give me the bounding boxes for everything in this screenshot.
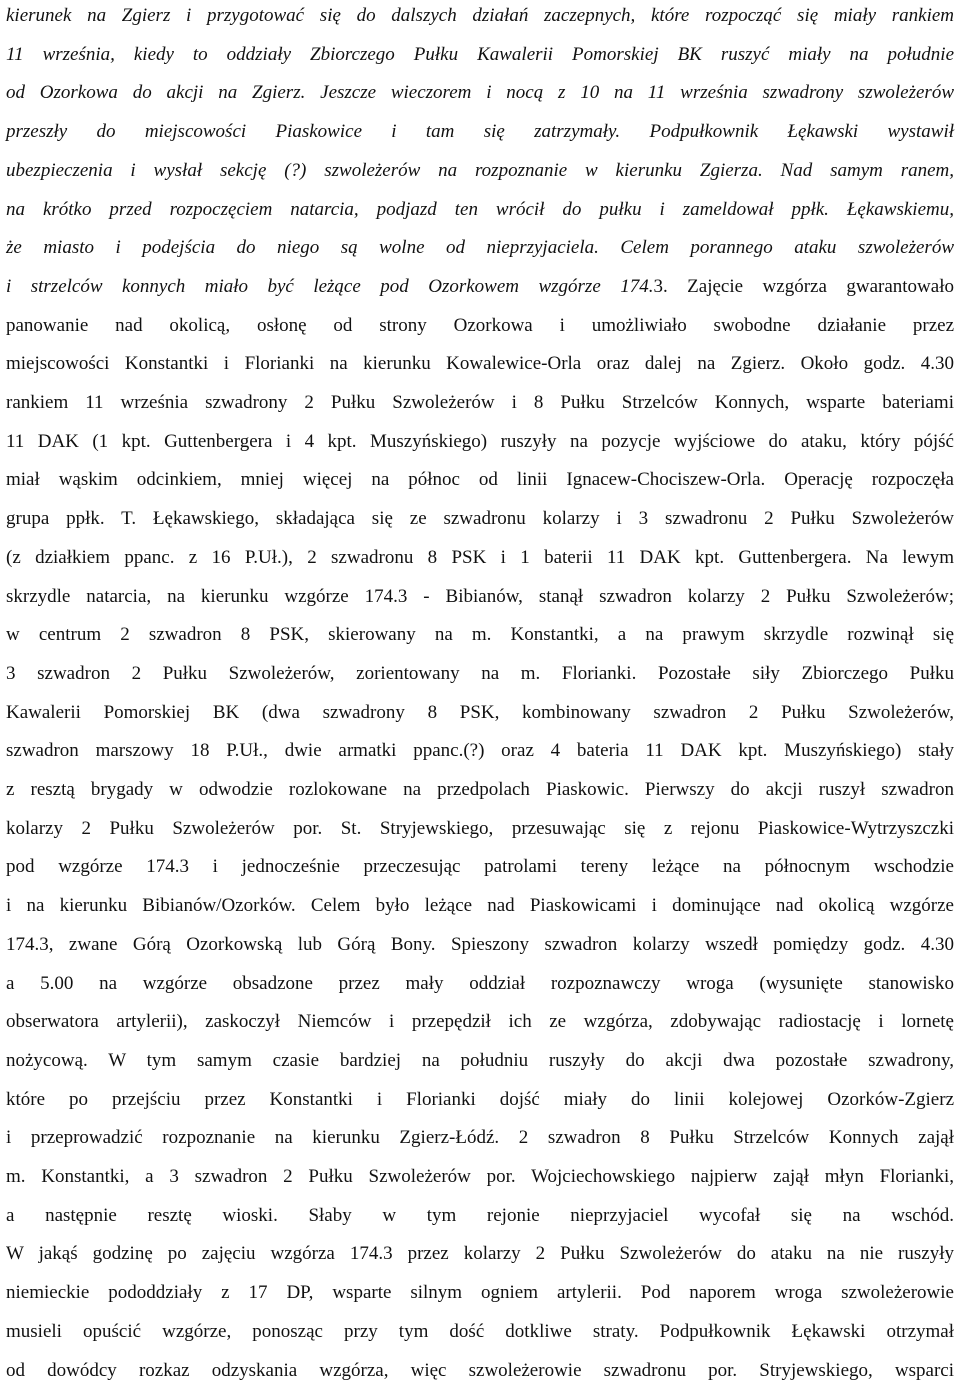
text-segment: kierunek na Zgierz i przygotować się do dalszych działań zaczepnych, które rozpocząć się miały rankiem [6,5,954,26]
text-line [6,464,954,496]
text-line [6,1355,954,1387]
text-line [6,503,954,535]
text-segment: W jakąś godzinę po zajęciu wzgórza 174.3 przez kolarzy 2 Pułku Szwoleżerów do ataku na nie ruszyły [6,1243,954,1265]
text-segment: a następnie resztę wioski. Słaby w tym rejonie nieprzyjaciel wycofał się na wschód. [6,1204,954,1226]
text-segment: grupa ppłk. T. Łękawskiego, składająca się ze szwadronu kolarzy i 3 szwadronu 2 Pułku Szwoleżerów [6,508,954,530]
text-segment: 174.3, zwane Górą Ozorkowską lub Górą Bony. Spieszony szwadron kolarzy wszedł pomiędzy godz. 4.30 [6,933,954,955]
text-segment: miał wąskim odcinkiem, mniej więcej na północ od linii Ignacew-Chociszew-Orla. Operację rozpoczęła [6,469,954,491]
text-segment: ubezpieczenia i wysłał sekcję (?) szwoleżerów na rozpoznanie w kierunku Zgierza. Nad samym ranem, [6,159,954,181]
text-segment: niemieckie pododdziały z 17 DP, wsparte silnym ogniem artylerii. Pod naporem wroga szwoleżerowie [6,1282,954,1304]
text-line [6,1122,954,1154]
text-segment: panowanie nad okolicą, osłonę od strony Ozorkowa i umożliwiało swobodne działanie przez [6,314,954,336]
text-line [6,968,954,1000]
text-line [6,619,954,651]
text-line [6,697,954,729]
text-segment: pod wzgórze 174.3 i jednocześnie przeczesując patrolami tereny leżące na północnym wschodzie [6,856,954,878]
text-line [6,39,954,71]
text-line [6,1161,954,1193]
text-segment: kolarzy 2 Pułku Szwoleżerów por. St. Stryjewskiego, przesuwając się z rejonu Piaskowice-Wytrzyszczki [6,817,954,839]
text-line [6,813,954,845]
text-line [6,1045,954,1077]
text-segment: od Ozorkowa do akcji na Zgierz. Jeszcze wieczorem i nocą z 10 na 11 września szwadrony szwoleżerów [6,82,954,104]
text-line [6,232,954,264]
text-segment: 11 września, kiedy to oddziały Zbiorczego Pułku Kawalerii Pomorskiej BK ruszyć miały na południe [6,43,954,65]
text-line [6,387,954,419]
text-segment: miejscowości Konstantki i Florianki na kierunku Kowalewice-Orla oraz dalej na Zgierz. Około godz. 4.30 [6,353,954,375]
text-segment: a 5.00 na wzgórze obsadzone przez mały oddział rozpoznawczy wroga (wysunięte stanowisko [6,972,954,994]
text-segment: obserwatora artylerii), zaskoczył Niemców i przepędził ich ze wzgórza, zdobywając radiostację i lornetę [6,1011,954,1033]
text-segment: m. Konstantki, a 3 szwadron 2 Pułku Szwoleżerów por. Wojciechowskiego najpierw zajął młyn Florianki, [6,1166,954,1187]
text-segment: na krótko przed rozpoczęciem natarcia, podjazd ten wrócił do pułku i zameldował ppłk. Łękawskiemu, [6,198,954,220]
text-line [6,851,954,883]
text-line [6,116,954,148]
text-line [6,77,954,109]
text-segment: 3 szwadron 2 Pułku Szwoleżerów, zorientowany na m. Florianki. Pozostałe siły Zbiorczego Pułku [6,662,954,684]
text-line [6,1084,954,1116]
text-line [6,0,954,32]
text-segment: od dowódcy rozkaz odzyskania wzgórza, więc szwoleżerowie szwadronu por. Stryjewskiego, wsparci [6,1359,954,1381]
text-segment: że miasto i podejścia do niego są wolne od nieprzyjaciela. Celem porannego ataku szwoleżerów [6,237,954,259]
text-segment: i na kierunku Bibianów/Ozorków. Celem było leżące nad Piaskowicami i dominujące nad okolicą wzgórze [6,895,954,917]
text-line [6,774,954,806]
text-line [6,581,954,613]
text-segment: rankiem 11 września szwadrony 2 Pułku Szwoleżerów i 8 Pułku Strzelców Konnych, wsparte bateriami [6,392,954,413]
document-page [6,0,954,1381]
text-segment: w centrum 2 szwadron 8 PSK, skierowany na m. Konstantki, a na prawym skrzydle rozwinął się [6,624,954,646]
text-line [6,542,954,574]
text-segment: i strzelców konnych miało być leżące pod Ozorkowem wzgórze 174. [6,275,654,297]
text-segment: które po przejściu przez Konstantki i Florianki dojść miały do linii kolejowej Ozorków-Zgierz [6,1088,954,1110]
text-line [6,194,954,226]
text-line [6,1316,954,1348]
text-line [6,735,954,767]
text-line [6,1277,954,1309]
text-line [6,658,954,690]
text-line [6,348,954,380]
text-line [6,929,954,961]
text-segment: skrzydle natarcia, na kierunku wzgórze 174.3 - Bibianów, stanął szwadron kolarzy 2 Pułku Szwoleżerów; [6,585,954,607]
text-segment: 11 DAK (1 kpt. Guttenbergera i 4 kpt. Muszyńskiego) ruszyły na pozycje wyjściowe do ataku, który pójść [6,430,954,452]
text-segment: 3. Zajęcie wzgórza gwarantowało [653,275,954,297]
text-segment: z resztą brygady w odwodzie rozlokowane na przedpolach Piaskowic. Pierwszy do akcji ruszył szwadron [6,779,954,800]
text-line [6,1200,954,1232]
text-segment: Kawalerii Pomorskiej BK (dwa szwadrony 8 PSK, kombinowany szwadron 2 Pułku Szwoleżerów, [6,701,954,723]
text-line [6,271,954,303]
text-segment: nożycową. W tym samym czasie bardziej na południu ruszyły do akcji dwa pozostałe szwadrony, [6,1049,954,1071]
text-line [6,155,954,187]
text-line [6,310,954,342]
text-segment: i przeprowadzić rozpoznanie na kierunku Zgierz-Łódź. 2 szwadron 8 Pułku Strzelców Konnych zajął [6,1127,954,1149]
text-segment: musieli opuścić wzgórze, ponosząc przy tym dość dotkliwe straty. Podpułkownik Łękawski otrzymał [6,1320,954,1342]
text-line [6,1238,954,1270]
text-segment: (z działkiem ppanc. z 16 P.Uł.), 2 szwadronu 8 PSK i 1 baterii 11 DAK kpt. Guttenbergera. Na lewym [6,546,954,568]
text-line [6,890,954,922]
text-line [6,1006,954,1038]
text-segment: przeszły do miejscowości Piaskowice i tam się zatrzymały. Podpułkownik Łękawski wystawił [6,121,954,143]
text-segment: szwadron marszowy 18 P.Uł., dwie armatki ppanc.(?) oraz 4 bateria 11 DAK kpt. Muszyńskiego) stały [6,740,954,762]
text-line [6,426,954,458]
